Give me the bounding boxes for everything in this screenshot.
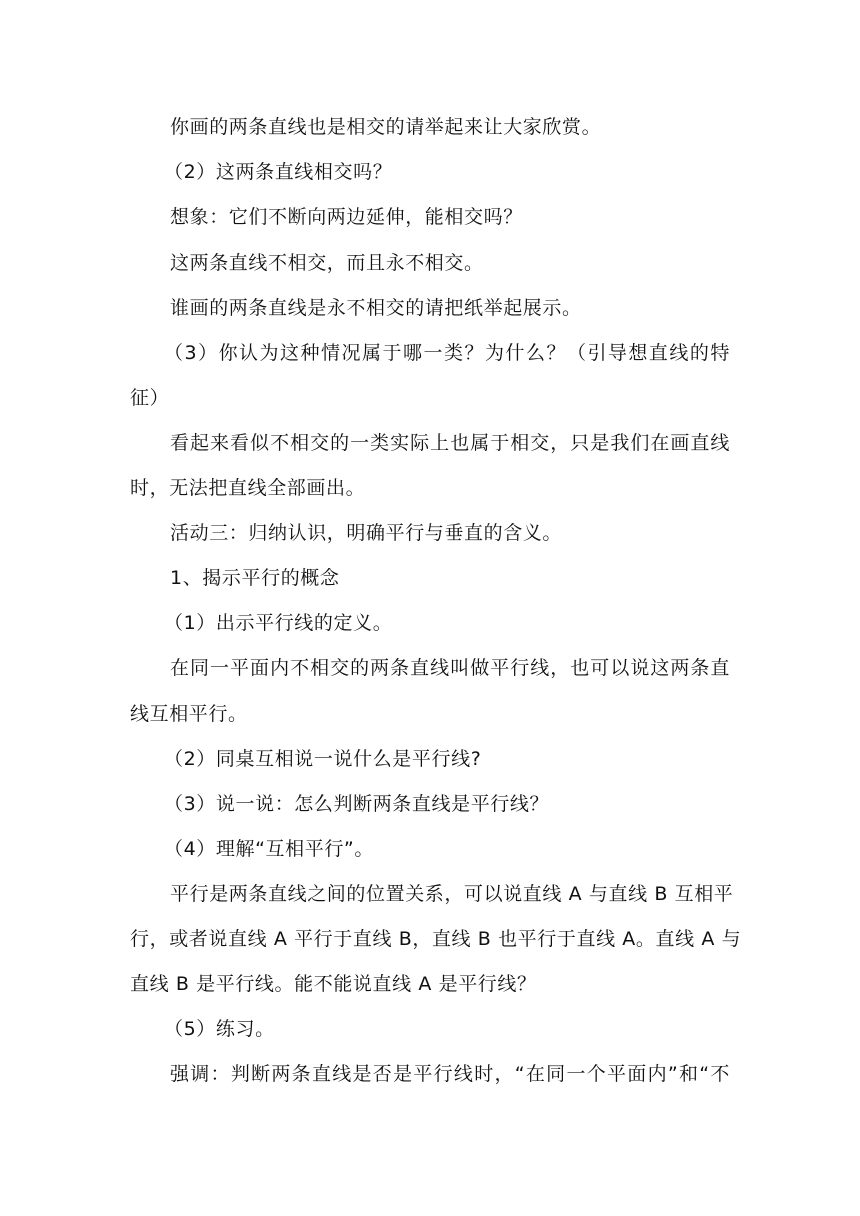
relation-line-1: 平行是两条直线之间的位置关系，可以说直线 A 与直线 B 互相平 — [170, 883, 734, 905]
emphasis-line: 强调：判断两条直线是否是平行线时，“在同一个平面内”和“不 — [170, 1063, 730, 1085]
definition-line-2: 线互相平行。 — [130, 703, 248, 725]
relation-line-3: 直线 B 是平行线。能不能说直线 A 是平行线？ — [130, 973, 537, 995]
section-heading: 活动三：归纳认识，明确平行与垂直的含义。 — [170, 522, 563, 544]
paragraph-7-line-1: 看起来看似不相交的一类实际上也属于相交，只是我们在画直线 — [170, 432, 730, 454]
paragraph-2: （2）这两条直线相交吗？ — [164, 161, 393, 183]
paragraph-10: （3）说一说：怎么判断两条直线是平行线？ — [164, 793, 550, 815]
paragraph-11: （4）理解“互相平行”。 — [164, 838, 374, 860]
paragraph-6-line-1: （3）你认为这种情况属于哪一类？为什么？（引导想直线的特 — [164, 342, 730, 364]
paragraph-8: （1）出示平行线的定义。 — [164, 612, 393, 634]
subheading: 1、揭示平行的概念 — [170, 567, 340, 589]
relation-line-2: 行，或者说直线 A 平行于直线 B，直线 B 也平行于直线 A。直线 A 与 — [130, 928, 742, 950]
paragraph-4: 这两条直线不相交，而且永不相交。 — [170, 252, 484, 274]
paragraph-7-line-2: 时，无法把直线全部画出。 — [130, 477, 366, 499]
definition-line-1: 在同一平面内不相交的两条直线叫做平行线，也可以说这两条直 — [170, 657, 730, 679]
paragraph-6-line-2: 征） — [130, 387, 170, 409]
paragraph-3: 想象：它们不断向两边延伸，能相交吗？ — [170, 206, 523, 228]
paragraph-5: 谁画的两条直线是永不相交的请把纸举起展示。 — [170, 297, 582, 319]
paragraph-9: （2）同桌互相说一说什么是平行线? — [164, 748, 482, 770]
paragraph-1: 你画的两条直线也是相交的请举起来让大家欣赏。 — [170, 116, 602, 138]
paragraph-12: （5）练习。 — [164, 1018, 275, 1040]
